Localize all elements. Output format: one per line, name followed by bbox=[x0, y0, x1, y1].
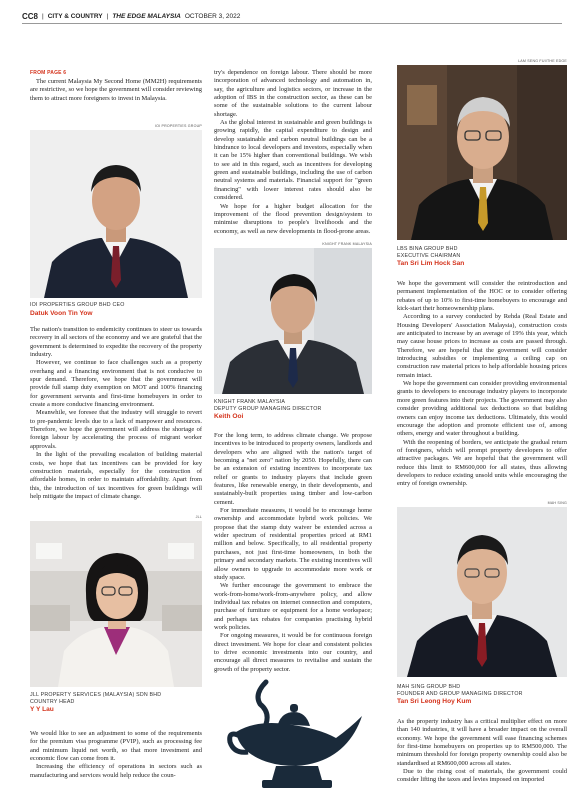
caption-company: MAH SING GROUP BHD bbox=[397, 684, 461, 690]
caption-keith-ooi bbox=[214, 399, 372, 420]
magic-lamp-illustration bbox=[226, 672, 366, 802]
photo-credit: JLL bbox=[195, 515, 202, 519]
column-2-body-2 bbox=[214, 432, 372, 674]
issue-date: OCTOBER 3, 2022 bbox=[184, 12, 241, 20]
header-divider: | bbox=[106, 12, 109, 20]
body-paragraph: With the reopening of borders, we anticipate the gradual return of foreigners, which will prompt property developers to offer attractive packages. We are hopeful that the government will reduce this limit to RM600,000 for all states, thus allowing developers to reduce existing unsold units while encouraging the entry of foreign ownership. bbox=[397, 438, 567, 488]
caption-company: IOI PROPERTIES GROUP BHD CEO bbox=[30, 302, 125, 308]
body-paragraph: As the global interest in sustainable and green buildings is growing rapidly, the capital expenditure to design and develop sustainable and carbon neutral buildings can be a hindrance to local developers and investors, especially when it can be 15% higher than conventional buildings. We wish to see aid in this regard, such as incentives for developing green and sustainable buildings, including the use of carbon neutral systems and materials. Financial support for "green financing" with lower interest rates should also be considered. bbox=[214, 119, 372, 202]
body-paragraph: However, we continue to face challenges such as a property overhang and a financing environment that is not conducive to spur demand. Therefore, we hope that the government will provide full stamp duty exemption on MOT and 100% financing for government servants and first-time homebuyers in order to create a more conducive financing environment. bbox=[30, 359, 202, 409]
caption-name: Keith Ooi bbox=[214, 413, 244, 421]
column-3-body bbox=[397, 280, 567, 489]
intro-paragraph: The current Malaysia My Second Home (MM2H) requirements are restrictive, so we hope the government will consider reviewing them to attract more foreigners to invest in Malaysia. bbox=[30, 78, 202, 102]
body-paragraph: We further encourage the government to embrace the work-from-home/work-from-anywhere policy, and allow individual tax rebates on internet connection and computers, purchase of furniture or equipment for a home workspace; and perhaps tax rebates for companies practising hybrid work policies. bbox=[214, 582, 372, 631]
body-paragraph: We hope for a higher budget allocation for the improvement of the flood prevention design/system to minimise disruptions to people's livelihoods and the economy, as well as new developments in flood-prone areas. bbox=[214, 202, 372, 235]
column-2-body bbox=[214, 69, 372, 236]
caption-leong-hoy-kum bbox=[397, 684, 567, 705]
page-header bbox=[22, 9, 562, 23]
continued-kicker: FROM PAGE 6 bbox=[30, 70, 67, 76]
photo-credit: IOI PROPERTIES GROUP bbox=[154, 124, 202, 128]
column-1-body-2 bbox=[30, 730, 202, 780]
header-divider: | bbox=[42, 12, 44, 20]
body-paragraph: Due to the rising cost of materials, the government could consider lifting the taxes and levies imposed on imported bbox=[397, 768, 567, 784]
body-paragraph: Increasing the efficiency of operations in sectors such as manufacturing and services would help reduce the coun- bbox=[30, 763, 202, 779]
page-number: CC8 bbox=[22, 11, 39, 21]
body-paragraph: As the property industry has a critical multiplier effect on more than 140 industries, it will have a broader impact on the overall economy. We hope the government will ease financing schemes for first-time homebuyers on properties up to RM500,000. The minimum threshold for foreign property ownership could also be standardised at RM600,000 across all states. bbox=[397, 718, 567, 767]
body-paragraph: For ongoing measures, it would be for continuous foreign direct investment. We hope for clear and consistent policies to drive economic investments into our country, and encourage all direct measures to revitalise and sustain the growth of the property sector. bbox=[214, 632, 372, 673]
caption-name: Tan Sri Lim Hock San bbox=[397, 260, 465, 268]
body-paragraph: For immediate measures, it would be to encourage home ownership and accommodate hybrid work policies. We propose that the stamp duty waiver be extended across a wider spectrum of residential properties priced at RM1 million and below. Specifically, to all residential property purchases, not just first-time homeowners, in both the primary and secondary markets. The existing incentives will allow owners to upgrade to accommodate more work or study space. bbox=[214, 507, 372, 581]
caption-company: KNIGHT FRANK MALAYSIA bbox=[214, 399, 286, 405]
body-paragraph: The nation's transition to endemicity continues to steer us towards recovery in all sectors of the economy and we are grateful that the government is determined to expedite the recovery of the property industry. bbox=[30, 326, 202, 359]
body-paragraph: Meanwhile, we foresee that the industry will struggle to revert to pre-pandemic levels due to a lack of manpower and resources. Therefore, we hope the government will address the shortage of foreign labour by accelerating the process of migrant worker approvals. bbox=[30, 409, 202, 450]
body-paragraph: try's dependence on foreign labour. There should be more incorporation of advanced technology and automation in, say, the agriculture and logistics sectors, or increase in the adoption of IBS in the construction sector, as these can be some of the sustainable solutions to the current labour shortage. bbox=[214, 69, 372, 118]
caption-role: FOUNDER AND GROUP MANAGING DIRECTOR bbox=[397, 690, 523, 697]
caption-lim-hock-san bbox=[397, 246, 567, 267]
caption-name: Y Y Lau bbox=[30, 706, 54, 714]
photo-credit: LAM SENG FUI/THE EDGE bbox=[518, 59, 567, 63]
body-paragraph: We hope the government will consider the reintroduction and permanent implementation of the HOC or to consider offering rebates of up to 10% to first-time homebuyers to encourage and kick-start their homeownership plans. bbox=[397, 280, 567, 313]
body-paragraph: We would like to see an adjustment to some of the requirements for the premium visa programme (PVIP), such as processing fee and minimum liquid net worth, so that more investment and economic flow can come from it. bbox=[30, 730, 202, 763]
caption-company: LBS BINA GROUP BHD bbox=[397, 246, 458, 252]
caption-name: Datuk Voon Tin Yow bbox=[30, 309, 93, 317]
caption-name: Tan Sri Leong Hoy Kum bbox=[397, 698, 472, 706]
section-name: CITY & COUNTRY bbox=[47, 12, 103, 20]
caption-company: JLL PROPERTY SERVICES (MALAYSIA) SDN BHD bbox=[30, 692, 162, 698]
caption-role: COUNTRY HEAD bbox=[30, 698, 75, 705]
column-3-body-2 bbox=[397, 718, 567, 785]
body-paragraph: For the long term, to address climate change. We propose incentives to be introduced to property owners, landlords and developers who are aligned with the nation's target of becoming a "net zero" nation by 2050. Hopefully, there can be an extension of existing incentives to incorporate tax relief or grants to industry players that include green features, like renewable energy, in their developments, and sustainably-built properties using timber and low-carbon cement. bbox=[214, 432, 372, 506]
header-rule bbox=[22, 23, 562, 24]
caption-role: DEPUTY GROUP MANAGING DIRECTOR bbox=[214, 405, 322, 412]
body-paragraph: According to a survey conducted by Rehda (Real Estate and Housing Developers' Association Malaysia), construction costs are anticipated to increase by an average of 19% this year, which may cause house prices to increase as costs are passed through. Therefore, we are hopeful that the government will consider introducing subsidies or implementing a ceiling cap on construction raw material prices to help affordable housing prices remain intact. bbox=[397, 313, 567, 379]
column-1-body bbox=[30, 326, 202, 501]
body-paragraph: In the light of the prevailing escalation of building material costs, we hope that tax incentives can be provided for key construction materials, especially for the construction of affordable homes, in order to maintain affordability. Apart from this, the introduction of tax incentives for green buildings will help mitigate the impact of climate change. bbox=[30, 451, 202, 500]
photo-keith-ooi bbox=[214, 248, 372, 394]
photo-credit: MAH SING bbox=[547, 501, 567, 505]
photo-credit: KNIGHT FRANK MALAYSIA bbox=[322, 242, 372, 246]
photo-voon-tin-yow bbox=[30, 130, 202, 298]
body-paragraph: We hope the government can consider providing environmental grants to developers to encourage industry players to incorporate more green features into their projects. The government may also consider providing additional tax deductions so that building owners can enjoy income tax deductions. Ultimately, this would encourage the adoption and promote efficient use of, among others, energy and water throughout a building. bbox=[397, 380, 567, 438]
caption-voon-tin-yow bbox=[30, 302, 202, 317]
publication-name: THE EDGE MALAYSIA bbox=[112, 12, 181, 20]
photo-y-y-lau bbox=[30, 521, 202, 687]
photo-lim-hock-san bbox=[397, 65, 567, 240]
caption-y-y-lau bbox=[30, 692, 202, 713]
photo-leong-hoy-kum bbox=[397, 507, 567, 677]
column-1-intro bbox=[30, 70, 202, 103]
caption-role: EXECUTIVE CHAIRMAN bbox=[397, 252, 461, 259]
